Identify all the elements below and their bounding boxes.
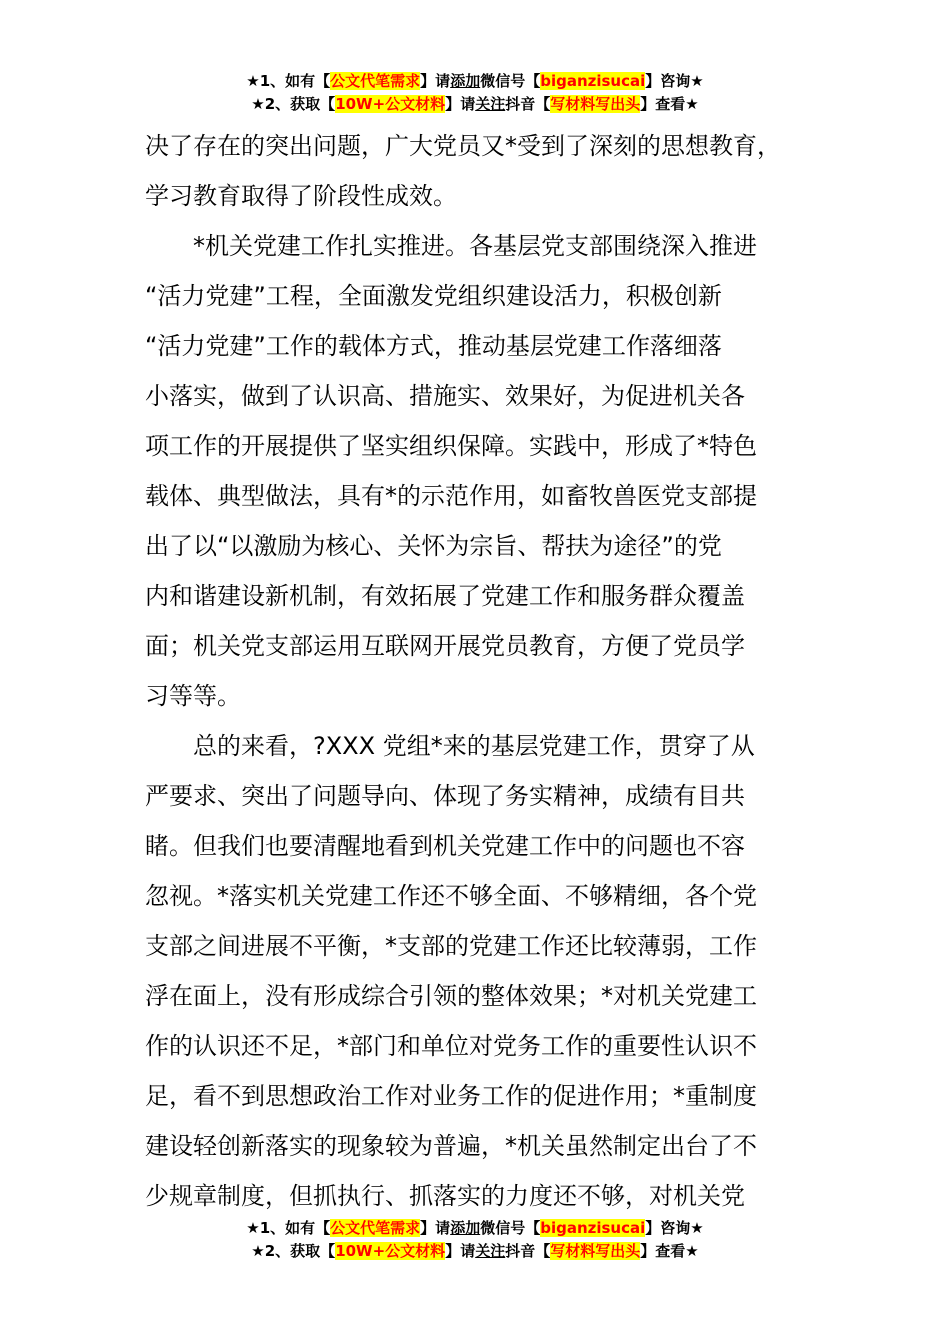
banner-line-2 <box>0 93 950 116</box>
text-line: 学习教育取得了阶段性成效。 <box>145 182 457 210</box>
text-line: 建设轻创新落实的现象较为普遍，*机关虽然制定出台了不 <box>145 1132 757 1160</box>
text-line: 载体、典型做法，具有*的示范作用，如畜牧兽医党支部提 <box>145 482 757 510</box>
banner-text: ★2、获取【 <box>251 1242 336 1260</box>
text-line: 忽视。*落实机关党建工作还不够全面、不够精细，各个党 <box>145 882 757 910</box>
banner-wechat-id: biganzisucai <box>540 1219 646 1237</box>
footer-banner <box>0 1217 950 1263</box>
banner-underlined: 添加 <box>450 72 481 90</box>
banner-douyin-id: 写材料写出头 <box>550 1242 641 1260</box>
banner-underlined: 添加 <box>450 1219 481 1237</box>
banner-line-1 <box>0 1217 950 1240</box>
banner-text: 】查看★ <box>640 95 699 113</box>
banner-text: 】咨询★ <box>645 1219 704 1237</box>
text-line: 项工作的开展提供了坚实组织保障。实践中，形成了*特色 <box>145 432 757 460</box>
text-line: 支部之间进展不平衡，*支部的党建工作还比较薄弱，工作 <box>145 932 757 960</box>
banner-text: 微信号【 <box>480 72 541 90</box>
text-line: 严要求、突出了问题导向、体现了务实精神，成绩有目共 <box>145 782 745 810</box>
banner-text: 】查看★ <box>640 1242 699 1260</box>
banner-text: 】请 <box>445 95 476 113</box>
text-line: 习等等。 <box>145 682 241 710</box>
banner-underlined: 关注 <box>475 1242 506 1260</box>
banner-text: ★2、获取【 <box>251 95 336 113</box>
banner-text: 】咨询★ <box>645 72 704 90</box>
banner-text: 】请 <box>420 72 451 90</box>
banner-wechat-id: biganzisucai <box>540 72 646 90</box>
banner-text: 微信号【 <box>480 1219 541 1237</box>
text-line: “活力党建”工作的载体方式，推动基层党建工作落细落 <box>145 332 722 360</box>
banner-text: 抖音【 <box>505 95 551 113</box>
banner-douyin-id: 写材料写出头 <box>550 95 641 113</box>
banner-text: 抖音【 <box>505 1242 551 1260</box>
banner-line-1 <box>0 70 950 93</box>
banner-underlined: 关注 <box>475 95 506 113</box>
text-line: 少规章制度，但抓执行、抓落实的力度还不够，对机关党 <box>145 1182 745 1210</box>
header-banner <box>0 70 950 116</box>
paragraph-start: 总的来看，?XXX 党组*来的基层党建工作，贯穿了从 <box>193 732 755 760</box>
banner-highlight: 公文代笔需求 <box>330 1219 421 1237</box>
banner-line-2 <box>0 1240 950 1263</box>
banner-text: 】请 <box>445 1242 476 1260</box>
banner-text: ★1、如有【 <box>246 72 331 90</box>
document-body <box>145 121 825 1221</box>
text-line: 睹。但我们也要清醒地看到机关党建工作中的问题也不容 <box>145 832 745 860</box>
text-line: 小落实，做到了认识高、措施实、效果好，为促进机关各 <box>145 382 745 410</box>
banner-text: 】请 <box>420 1219 451 1237</box>
text-line: 内和谐建设新机制，有效拓展了党建工作和服务群众覆盖 <box>145 582 745 610</box>
banner-highlight: 公文代笔需求 <box>330 72 421 90</box>
text-line: 出了以“以激励为核心、关怀为宗旨、帮扶为途径”的党 <box>145 532 722 560</box>
text-line: 足，看不到思想政治工作对业务工作的促进作用；*重制度 <box>145 1082 757 1110</box>
banner-highlight: 10W+公文材料 <box>335 1242 446 1260</box>
text-line: 面；机关党支部运用互联网开展党员教育，方便了党员学 <box>145 632 745 660</box>
text-line: 决了存在的突出问题，广大党员又*受到了深刻的思想教育， <box>145 132 781 160</box>
text-line: 作的认识还不足，*部门和单位对党务工作的重要性认识不 <box>145 1032 757 1060</box>
text-line: 浮在面上，没有形成综合引领的整体效果；*对机关党建工 <box>145 982 757 1010</box>
paragraph-start: *机关党建工作扎实推进。各基层党支部围绕深入推进 <box>193 232 757 260</box>
banner-highlight: 10W+公文材料 <box>335 95 446 113</box>
text-line: “活力党建”工程，全面激发党组织建设活力，积极创新 <box>145 282 722 310</box>
banner-text: ★1、如有【 <box>246 1219 331 1237</box>
